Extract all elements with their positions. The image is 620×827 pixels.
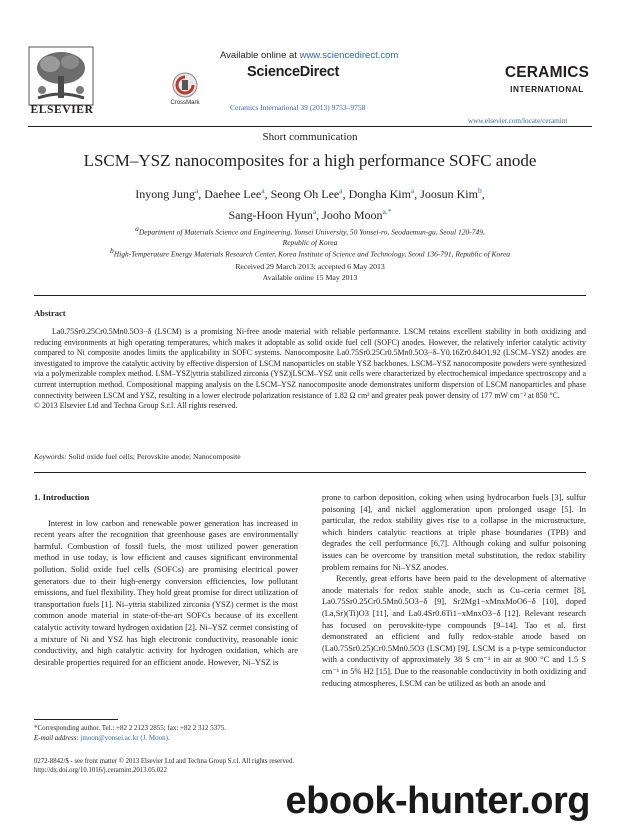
introduction-paragraph: Interest in low carbon and renewable power generation has increased in recent years after the recognition that greenhouse gases are environmentally harmful. Combustion of fossil fuels, the most utilized power generation method in use today, is low efficient and causes significant environmental pollution. Solid oxide fuel cells (SOFCs) are promising electrical power generators due to their high-energy conversion efficiencies, low pollutant emissions, and fuel flexibility. They hold great promise for direct utilization of transportation fuels [1]. Ni–yttria stabilized zirconia (YSZ) cermet is the most common anode material in state-of-the-art SOFCs because of its excellent catalytic activity toward hydrogen oxidation [2]. Ni–YSZ cermet consisting of a mixture of Ni and YSZ has high electronic conductivity, reasonable ionic conductivity, and high catalytic activity for hydrogen oxidation, which are desirable properties required for an efficient anode. However, Ni–YSZ is <box>34 518 298 667</box>
email-label: E-mail address: <box>34 734 81 742</box>
available-online-date: Available online 15 May 2013 <box>262 273 358 282</box>
sciencedirect-link[interactable]: www.sciencedirect.com <box>299 50 399 61</box>
abstract-heading: Abstract <box>34 308 66 318</box>
elsevier-tree-logo <box>28 46 94 106</box>
author-name: Jooho Moon <box>322 208 383 222</box>
introduction-paragraph-2: Recently, great efforts have been paid to the development of alternative anode materials for redox stable anode, such as Cu–ceria cermet [8], La0.75Sr0.25Cr0.5Mn0.5O3−δ [9], Sr2Mg1−xMnxMoO6−δ [10], doped (La,Sr)(Ti)O3 [11], and La0.4Sr0.6Ti1−xMnxO3−δ [12]. Relevant research has focused on perovskite-type compounds [9–14]. Tao et al. first demonstrated an efficient and fully redox-stable anode based on (La0.75Sr0.25)Cr0.5Mn0.5O3 (LSCM) [9]. LSCM is a p-type semiconductor with a conductivity of approximately 38 S cm⁻¹ in air at 900 °C and 1.5 S cm⁻¹ in 5% H2 [15]. Due to the reasonable conductivity in both oxidizing and reducing atmospheres, LSCM can be utilized as both an anode and <box>322 574 586 688</box>
footnote-rule <box>34 719 118 720</box>
author-name: Sang-Hoon Hyun <box>228 208 313 222</box>
affiliation-b-label: b <box>109 246 114 255</box>
crossmark-icon[interactable] <box>172 72 198 98</box>
front-matter-line: 0272-8842/$ - see front matter © 2013 Elsevier Ltd and Techna Group S.r.l. All rights reserved. <box>34 758 294 765</box>
affiliation-marker[interactable]: a <box>261 186 265 195</box>
available-prefix: Available online at <box>220 50 300 61</box>
author-name: Seong Oh Lee <box>270 187 340 201</box>
affiliation-a-line-1: Department of Materials Science and Engineering, Yonsei University, 50 Yonsei-ro, Seodaemun-gu, Seoul 120-749, <box>138 227 485 237</box>
affiliation-marker[interactable]: a <box>194 186 199 195</box>
journal-url-link[interactable]: www.elsevier.com/locate/ceramint <box>468 117 568 125</box>
crossmark-label: CrossMark <box>170 100 200 106</box>
affiliation-a-line-2: Republic of Korea <box>282 237 338 247</box>
publisher-name: ELSEVIER <box>30 104 94 116</box>
article-title: LSCM–YSZ nanocomposites for a high performance SOFC anode <box>83 151 537 170</box>
author-email-link[interactable]: jmoon@yonsei.ac.kr (J. Moon). <box>80 734 170 742</box>
author-name: Dongha Kim <box>348 187 411 201</box>
keywords-label: Keywords: <box>34 452 67 461</box>
author-name: Joosun Kim <box>420 187 478 201</box>
journal-citation-link[interactable]: Ceramics International 39 (2013) 9753–9758 <box>230 103 366 112</box>
author-name: Inyong Jung <box>135 187 195 201</box>
availability-line <box>220 50 398 61</box>
affiliation-marker[interactable]: b <box>477 186 482 195</box>
corresponding-author-footnote <box>34 723 226 743</box>
affiliation-a <box>40 224 580 248</box>
abstract-body <box>34 327 586 412</box>
corresponding-author: *Corresponding author. Tel.: +82 2 2123 2855; fax: +82 2 312 5375. <box>34 724 226 732</box>
author-name: Daehee Lee <box>204 187 262 201</box>
watermark: ebook-hunter.org <box>285 780 590 822</box>
doi-link[interactable]: http://dx.doi.org/10.1016/j.ceramint.2013.05.022 <box>34 767 167 774</box>
affiliation-marker[interactable]: a <box>312 207 317 216</box>
platform-name: ScienceDirect <box>247 64 340 80</box>
header-rule <box>28 126 592 127</box>
abstract-top-rule <box>34 295 586 296</box>
journal-logo-title: CERAMICS <box>504 64 590 81</box>
affiliation-b-text: High-Temperature Energy Materials Research Center, Korea Institute of Science and Technology, Seoul 136-791, Republic of Korea <box>113 249 511 259</box>
keywords <box>34 452 241 461</box>
affiliation-a-label: a <box>135 224 139 233</box>
journal-logo-subtitle: INTERNATIONAL <box>510 84 584 94</box>
affiliation-marker[interactable]: a,* <box>382 207 392 216</box>
abstract-paragraph: La0.75Sr0.25Cr0.5Mn0.5O3−δ (LSCM) is a promising Ni-free anode material with reliable performance. LSCM retains excellent stability in both oxidizing and reducing environments at high operating temperatures, which makes it adoptable as solid oxide fuel cell (SOFC) anodes. However, the relatively inferior catalytic activity compared to Ni composite anodes limits the applicability in SOFC systems. Nanocomposite La0.75Sr0.25Cr0.5Mn0.5O3−δ–Y0.16Zr0.84O1.92 (LSCM–YSZ) anodes are investigated to improve the catalytic activity by effective dispersion of LSCM nanoparticles on stable YSZ backbones. LSCM–YSZ nanocomposite powders were synthesized via a polymerizable complex method. LSM–YSZ|yttria stabilized zirconia (YSZ)|LSCM–YSZ unit cells were characterized by electrochemical impedance spectroscopy and a current interruption method. Compositional mapping analysis on the LSCM–YSZ nanocomposite anode demonstrates uniform dispersion of LSCM nanoparticles and phase connectivity between LSCM and YSZ, resulting in a lower electrode polarization resistance of 1.82 Ω cm² and greater peak power density of 177 mW cm⁻² at 850 °C. <box>34 327 586 400</box>
abstract-copyright: © 2013 Elsevier Ltd and Techna Group S.r.l. All rights reserved. <box>34 401 238 411</box>
body-column-left <box>34 492 298 668</box>
body-column-right <box>322 492 586 689</box>
affiliation-marker[interactable]: a <box>339 186 343 195</box>
received-dates: Received 29 March 2013; accepted 6 May 2013 <box>235 262 385 271</box>
author-line-1: Inyong Jung$^a$, Daehee Lee$^a$, Seong Oh Lee$^a$, Dongha Kim$^a$, Joosun Kim$^b$, <box>135 186 485 201</box>
affiliation-b <box>40 246 580 260</box>
keywords-list: Solid oxide fuel cells; Perovskite anode; Nanocomposite <box>68 452 241 461</box>
page-footer <box>34 757 294 775</box>
section-heading: 1. Introduction <box>34 492 90 502</box>
author-line-2: Sang-Hoon Hyun$^a$, Jooho Moon$^{a,*}$ <box>228 207 392 222</box>
author-list <box>80 182 540 224</box>
affiliation-marker[interactable]: a <box>410 186 415 195</box>
introduction-paragraph-continued: prone to carbon deposition, coking when using hydrocarbon fuels [3], sulfur poisoning [4], and nickel agglomeration upon prolonged usage [5]. In particular, the redox stability gives rise to a collapse in the microstructure, which hinders catalytic reactions at triple phase boundaries (TPB) and degrades the cell performance [6,7]. Although coking and sulfur poisoning issues can be overcome by transition metal substitution, the redox stability problem remains for Ni–YSZ anodes. <box>322 493 586 572</box>
abstract-bottom-rule <box>34 472 586 473</box>
article-type: Short communication <box>262 131 358 143</box>
